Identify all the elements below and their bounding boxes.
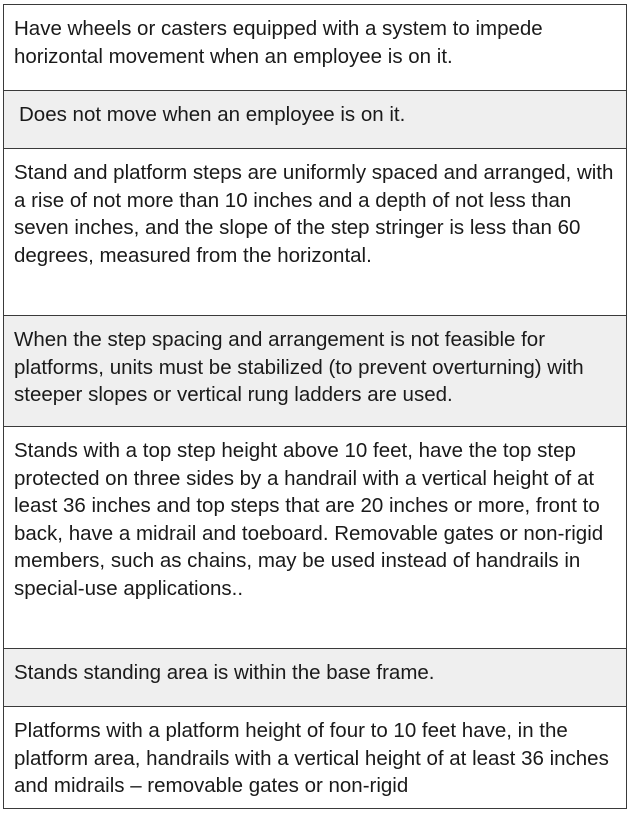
row-text: Stands with a top step height above 10 feet, have the top step protected on three sides by a handrail with a vertical height of at least 36 inches and top steps that are 20 inches or more, front to back, have a midrail and toeboard. Removable gates or non-rigid members, such as chains, may be used instead of handrails in special-use applications.. xyxy=(14,439,604,600)
row-text: Does not move when an employee is on it. xyxy=(19,103,406,126)
table-row xyxy=(4,90,626,148)
row-text: When the step spacing and arrangement is not feasible for platforms, units must be stabilized (to prevent overturning) with steeper slopes or vertical rung ladders are used. xyxy=(14,328,584,406)
table-row xyxy=(4,148,626,315)
table-row xyxy=(4,315,626,426)
table-row xyxy=(4,4,626,90)
table-row xyxy=(4,426,626,648)
row-text: Platforms with a platform height of four to 10 feet have, in the platform area, handrails with a vertical height of at least 36 inches and midrails – removable gates or non-rigid xyxy=(14,719,609,797)
table-row xyxy=(4,648,626,706)
row-text: Stands standing area is within the base frame. xyxy=(14,661,435,684)
row-text: Have wheels or casters equipped with a system to impede horizontal movement when an employee is on it. xyxy=(14,17,543,68)
table-row xyxy=(4,706,626,809)
row-text: Stand and platform steps are uniformly spaced and arranged, with a rise of not more than 10 inches and a depth of not less than seven inches, and the slope of the step stringer is less than 60 degrees, measured from the horizontal. xyxy=(14,161,614,267)
requirements-table xyxy=(3,4,627,809)
